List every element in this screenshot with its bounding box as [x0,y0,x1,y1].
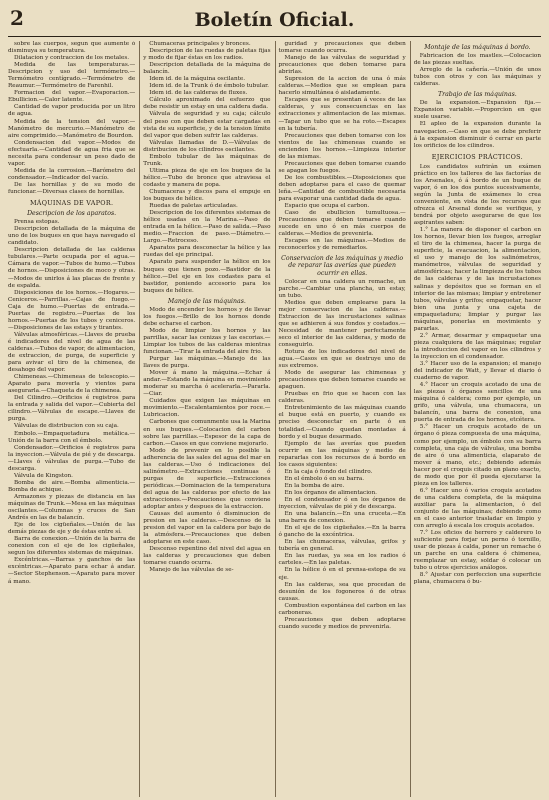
paragraph: Aparato para suspender la hélice en los buques que tienen pozo.—Bastidor de la hélice.—Del eje en los codastes para el bastidor, poniendo accesorio para los buques de hélice. [143,259,271,294]
paragraph: Descripcion de los diferentes sistemas de hélice usadas en la Marina.—Paso de entrada en la hélice.—Paso de salida.—Paso medio.—Fraccion de paso.—Diámetro.—Largo.—Retroceso. [143,210,271,245]
section-heading: Manejo de las máquinas. [167,297,246,305]
paragraph: 4.° Hacer un croquis acotado de una de las piezas ó órganos sencillos de una máquina ó caldera; como por ejemplo, un grifo, una válvula, una chumacera, un balancín, una barra de conexion, una puerta de entrada de los hornos, etcétera. [413,382,541,424]
paragraph: Mover á mano la máquina.—Echar á andar.—Estando la máquina en movimiento moderar su marcha ó acelerarla.—Pararla.—Ciar. [143,370,271,398]
column-1 [8,41,135,797]
paragraph: Idem id. de la máquina oscilante. [149,76,246,83]
paragraph: Escapes que se presentan á veces de las calderas, y sus consecuencias en las extracciones y alimentacion de las mismas.—Tapar un tubo que se ha roto.—Escapes en la tubería. [278,97,406,132]
paragraph: Excéntricas.—Barras y ganchos de las excéntricas.—Aparato para echar á andar.—Sector Stephenson.—Aparato para mover á mano. [8,557,136,585]
paragraph: Aparatos para desconectar la hélice y las ruedas del eje principal. [143,245,271,259]
paragraph: 7.° Los oficios de herrero y calderero lo suficiente para forjar un perno ó tornillo, usar de piezas á calda, poner un remache ó un parche en una caldera ó chimenea, reemplazar un estay, soldar ó colocar un tubo u otros ejercicios análogos. [413,530,541,572]
section-heading: Descripcion de los aparatos. [27,210,117,218]
paragraph: Combustion espontánea del carbon en las carboneras. [278,602,406,616]
section-heading: MÁQUINAS DE VAPOR. [29,199,114,208]
paragraph: Descripcion detallada de la máquina de balancín. [143,62,271,76]
paragraph: Prensa estopas. [14,219,60,226]
paragraph: Escapes en las máquinas.—Medios de reconocerlos y de remediarlos. [278,238,406,252]
paragraph: Modo de prevenir en lo posible la adherencia de las sales del agua del mar en las calderas.—Uso ó indicaciones del salinómetro.—Extracciones continuas ó purgas de superficie.—Extracciones periódicas.—Dominacion de la temperatura del agua de las calderas por efecto de las extracciones.—Precauciones que conviene adoptar antes y despues de la extraccion. [143,447,271,511]
masthead-title: Boletín Oficial. [194,9,355,31]
paragraph: Cálculo aproximado del esfuerzo que debe resistir un estay en una caldera dada. [143,97,271,111]
paragraph: Arreglo de la cañería.—Unión de unos tubos con otros y con las máquinas y calderas. [413,67,541,88]
paragraph: Chumaceras y discos para el empuje en los buques de hélice. [143,188,271,203]
paragraph: Disposiciones de los hornos.—Hogares.—Ceniceros.—Parrillas.—Cajas de fuego.—Caja de humo.—Puertas de entrada.—Puertas de registro.—Puertas de los hornos.—Puertas de los tubos y ceniceros.—Disposiciones de las estays y tirantes. [8,289,136,331]
paragraph: Manejo de las válvulas de se- [149,567,234,574]
paragraph: Descenso repentino del nivel del agua en las calderas y precauciones que deben tomarse cuando ocurra. [143,546,271,567]
column-3 [275,41,406,797]
paragraph: De la expansion.—Expansion fija.—Expansion variable.—Proporcion en que suele usarse. [413,100,541,121]
paragraph: Idem id. de la Trunk ó de émbolo tubular. [149,83,269,90]
paragraph: Chumaceras principales y bronces. [149,41,251,47]
paragraph: Precauciones que deben tomarse con los vientos de las chimeneas cuando se encienden los hornos.—Limpieza interior de las mismas. [278,132,406,160]
paragraph: Chimeneas.—Chimeneas de telescopio.—Aparato para moverla y vientos para asegurarla.—Chaqueta de la chimenea. [8,374,136,395]
column-2 [139,41,270,797]
paragraph: Ruedas de paletas articuladas. [149,203,238,210]
paragraph: El apleo de la expansion durante la navegacion.—Caso en que se debe preferir á la expansion disminuir ó cerrar en parte los orificios de los cilindros. [413,121,541,149]
paragraph: Pruebas en frio que se hacen con las calderas. [278,391,406,405]
paragraph: Modo de asegurar las chimeneas y precauciones que deben tomarse cuando se apaguen. [278,370,406,391]
paragraph: Descripcion detallada de la máquina de uno de los buques en que haya navegado el candidato. [8,226,136,247]
paragraph: De los combustibles.—Disposiciones que deben adoptarse para el caso de quemar leña.—Cantidad de combustible necesaria para evaporar una cantidad dada de agua. [278,174,406,203]
paragraph: 3.° Hacer uso de la expansion; el manejo del indicador de Watt, y llevar el diario ó cuaderno de vapor. [413,361,541,382]
paragraph: Dilatacion y contraccion de los metales. [14,55,130,62]
paragraph: Medida de la tension del vapor.—Manómetro de mercurio.—Manómetro de aire comprimido.—Manómetro de Bourdon. [8,118,136,139]
page-number: 2 [10,6,24,30]
paragraph: En la caja ó fondo del cilindro. [284,468,373,475]
paragraph: En el eje de los cigüeñales.—En la barra ó gancho de la excéntrica. [278,525,406,539]
paragraph: Caso de ebullicion tumultuosa.—Precauciones que deben tomarse cuando sucede en uno ó en más cuerpos de calderas.—Medios de prevenirla. [278,210,406,238]
paragraph: Los candidatos sufrirán un exámen práctico en los talleres de las factorías de los Arsenales, ó á bordo de un buque de vapor, ó en los dos puntos sucesivamente, según la Junta de exámenes lo crea conveniente, en vista de los recursos que ofrezca el Arsenal donde se verifique, y tendrá por objeto asegurarse de que los aspirantes saben: [413,163,541,227]
paragraph: 8.° Ajustar con perfeccion una superficie plana, chumacera ó bu- [413,572,541,586]
paragraph: De las hornillas y de su modo de funcionar.—Diversas clases de hornillas. [8,181,136,195]
paragraph: Fabricacion de los mastles.—Colocacion de las piezas sueltas. [413,53,541,67]
paragraph: 1.° La manera de disponer el carbon en los hornos, llevar bien los fuegos, arreglar el tiro de la chimenea, hacer la purga de superficie, la evacuacion, la alimentacion, el uso y manejo de los salinómetros, manómetros, válvulas de seguridad y atmosféricas; hacer la limpieza de los tubos de las calderas y de las incrustaciones salinas y depósitos que se forman en el interior de las mismas; limpiar y entretener tubos, válvulas y grifos; empaquetar, hacer bien una junta y una cajeta de empaquetadura; limpiar y purgar las máquinas, ponerlas en movimiento y pararlas. [413,227,541,332]
paragraph: Embolo tubular de las máquinas de Trunk. [143,153,271,167]
paragraph: Válvulas de distribucion con su caja. [14,423,119,430]
paragraph: Condensador.—Orificios é registros para la inyeccion.—Válvula de pié y de descarga.—Llaves ó válvulas de purga.—Tubo de descarga. [8,444,136,472]
paragraph: 2.° Armar, desarmar y empaquetar una pieza cualquiera de las máquinas; regular la introduccion del vapor en los cilindros y la inyeccion en el condensador. [413,332,541,360]
paragraph: Descripcion de las ruedas de paletas fijas y modo de fijar éstas en los radios. [143,48,271,62]
paragraph: 5.° Hacer un croquis acotado de un órgano ó pieza compuesta de una máquina, como por ejemplo, un émbolo con su barra completa, una caja de válvulas, una bomba de aire ó una alimenticia, elaparato de mover á mano, etc.; debiendo además hacer por el croquis citado un plano exacto, de modo que por él pueda ejecutarse la pieza en los talleres. [413,424,541,487]
paragraph: En las chumaceras, válvulas, grifos y tubería en general. [278,539,406,553]
paragraph: Idem id. de las calderas de fluxes. [149,90,248,97]
paragraph: Bomba de aire.—Bomba alimenticia.—Bomba de achique. [8,479,136,493]
paragraph: Espacio que ocupa el carbon. [284,203,370,210]
paragraph: Barra de conexion.—Unión de la barra de conexion con el eje de los cigüeñales, segun los diferentes sistemas de máquinas. [8,536,136,557]
paragraph: Modo de limpiar los hornos y las parrillas, sacar las cenizas y las escorias.—Limpiar los tubos de las calderas mientras funcionan.—Tirar la entrada del aire frio. [143,327,271,356]
paragraph: Carbones que comunmente usa la Marina en sus buques.—Colocacion del carbon sobre las parrillas.—Espesor de la capa de carbon.—Casos en que conviene mejorarlo. [143,419,271,447]
paragraph: Causas del aumento ó disminucion de presion en las calderas.—Descenso de la presion del vapor en la caldera por bajo de la atmósfera.—Precauciones que deben adoptarse en este caso. [143,511,271,546]
paragraph: Válvula de seguridad y su caja; cálculo del peso con que deben estar cargadas en vista de su superficie, y de la tension límite del vapor que deben sufrir las calderas. [143,111,271,139]
paragraph: Rotura de los indicadores del nivel de agua.—Casos en que se destruye uno de sus extremos. [278,349,406,370]
paragraph: Supresion de la accion de una ó más calderas.—Medios que se emplean para hacerlo simultánea ó aisladamente. [278,76,406,97]
paragraph: Ejemplo de las averías que pueden ocurrir en las máquinas y medio de repararlas con los recursos de á bordo en los casos siguientes: [278,440,406,468]
paragraph: Formacion del vapor.—Evaporacion.—Ebullicion.—Calor latente. [8,90,136,104]
paragraph: Entretenimiento de las máquinas cuando el buque está en puerto, y cuando es preciso desconectar en parte ó en totalidad.—Cuando quedan montadas á bordo y el buque desarmado. [278,405,406,440]
paragraph: Precauciones que deben tomarse cuando se apagan los fuegos. [278,160,406,174]
paragraph: Purgar las máquinas.—Manejo de las llaves de purga. [143,356,271,370]
paragraph: En la bomba de aire. [284,482,345,489]
paragraph: Colocar en una caldera un remache, un parche.—Cambiar una plancha, un estay, un tubo. [278,278,406,299]
paragraph: Válvula de Kingston. [14,472,73,479]
column-4 [410,41,541,797]
paragraph: guridad y precauciones que deben tomarse cuando ocurra. [278,41,406,55]
paragraph: En las calderas, sea que procedan de desunión de los fogoneros ó de otras causas. [278,581,406,602]
paragraph: Ultima pieza de eje en los buques de la hélice.—Tubo de bronce que atraviesa el codaste y manera de popa. [143,167,271,188]
paragraph: Medida de las temperaturas.—Descripcion y uso del termómetro.—Termómetro centígrado.—Termómetro de Reaumur.—Termómetro de Farenhil. [8,62,136,90]
paragraph: En las ruedas, ya sea en los radios ó carteles.—En las paletas. [278,553,406,567]
paragraph: Medios que deben emplearse para la mejor conservacion de las calderas.—Extraccion de las incrustaciones salinas que se adhieren á sus fondos y costados.—Necesidad de mantener perfectamente seco el interior de las calderas, y modo de conseguirlo. [278,299,406,348]
section-heading: EJERCICIOS PRÁCTICOS. [431,152,523,161]
paragraph: Armazones y piezas de distancia en las máquinas de Trunk.—Mesa en las máquinas oscilantes.—Columnas y cruces de San Andrés en las de balancín. [8,493,136,522]
paragraph: En una balancín.—En una cruceta.—En una barra de conexion. [278,511,406,525]
section-heading: Montaje de las máquinas á bordo. [424,44,531,51]
paragraph: Modo de encender los hornos y de llevar los fuegos.—Brillo de los hornos donde debe echarse el carbon. [143,306,271,327]
paragraph: En la hélice ó en el prensa-estopa de su eje. [278,567,406,581]
paragraph: Medida de la corrosion.—Barómetro del condensador.—Indicador del vacío. [8,167,136,181]
paragraph: Válvulas atmosféricas.—Llaves de prueba é indicadores del nivel de agua de las calderas.—Tubos de vapor, de alimentacion, de extraccion, de purga, de superficie y para avivar el tiro de la chimenea, de desahogo del vapor. [8,331,136,374]
paragraph: Válvulas llamadas de D.—Válvulas de distribucion de los cilindros oscilantes. [143,139,271,153]
paragraph: Cantidad de vapor producida por un litro de agua. [8,104,136,118]
section-heading: Conservacion de las máquinas y medio de reparar las averías que pueden ocurrir en ellas. [281,255,404,277]
paragraph: Descripcion detallada de las calderas tubulares.—Parte ocupada por el agua.—Cámara de vapor.—Tubos de humo.—Tubos de hornos.—Disposiciones de moco y otras.—Modos de unirlos á las placas de frente y de espalda. [8,247,136,289]
paragraph: Eje de los cigüeñales.—Unión de las demás piezas de eje y de éstas entre sí. [8,522,136,536]
paragraph: En el condensador ó en los órganos de inyeccion, válvulas de pié y de descarga. [278,497,406,511]
paragraph: En los órganos de alimentacion. [284,489,377,496]
paragraph: Precauciones que deben adoptarse cuando sucede y medios de prevenirla. [278,616,406,630]
paragraph: sobre las cuerpos, segun que aumente ó disminuya su temperatura. [8,41,136,55]
paragraph: Del Cilindro.—Orificios é registros para la entrada y salida del vapor.—Cubierta del cilindro.—Válvulas de escape.—Llaves de purga. [8,395,136,423]
paragraph: Manejo de las válvulas de seguridad y precauciones que deben tomarse para abrirlas. [278,55,406,76]
text-columns [8,41,541,797]
paragraph: Cuidados que exigen las máquinas en movimiento.—Escalentamientos por roce.—Lubricacion. [143,398,271,419]
page-header [8,6,541,37]
section-heading: Trabajo de las máquinas. [438,91,517,99]
paragraph: Embolo.—Empaquetadura metálica.—Unión de la barra con el émbolo. [8,430,136,444]
paragraph: Condensacion del vapor.—Modos de efectuarla.—Cantidad de agua fria que se necesita para condensar un peso dado de vapor. [8,139,136,167]
paragraph: En el émbolo ó en su barra. [284,475,365,482]
paragraph: 6.° Hacer uno ó varios croquis acotados de una caldera completa, de la máquina auxiliar para la alimentacion, ó del conjunto de las máquinas; debiendo como en el caso anterior trasladar en limpio y con arreglo á escala los croquis acotados. [413,487,541,530]
